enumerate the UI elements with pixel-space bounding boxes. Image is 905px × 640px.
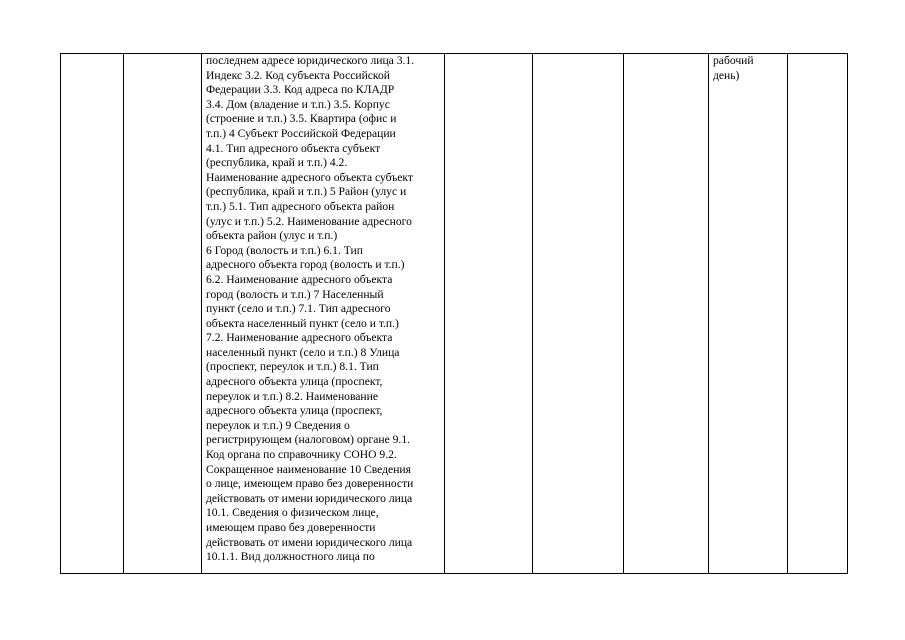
address-text-line: 4.1. Тип адресного объекта субъект (206, 141, 381, 155)
address-text-line: действовать от имени юридического лица (206, 535, 413, 549)
address-text-line: Наименование адресного объекта субъект (206, 170, 413, 184)
address-text-line: действовать от имени юридического лица (206, 491, 413, 505)
address-text-line: имеющем право без доверенности (206, 521, 376, 534)
address-text-line: переулок и т.п.) 9 Сведения о (206, 418, 350, 432)
address-text-line: 3.4. Дом (владение и т.п.) 3.5. Корпус (206, 97, 390, 111)
address-text-line: т.п.) 4 Субъект Российской Федерации (206, 126, 396, 140)
address-description-text (202, 54, 444, 565)
address-text-line: о лице, имеющем право без доверенности (206, 477, 414, 491)
address-text-line: 7.2. Наименование адресного объекта (206, 331, 393, 345)
address-text-line: адресного объекта улица (проспект, (206, 375, 383, 389)
address-text-line: 6.2. Наименование адресного объекта (206, 272, 393, 286)
address-text-line: регистрирующем (налоговом) органе 9.1. (206, 433, 411, 447)
table-cell-address-description (202, 54, 445, 574)
address-text-line: объекта район (улус и т.п.) (206, 229, 338, 243)
address-text-line: Федерации 3.3. Код адреса по КЛАДР (206, 83, 395, 97)
address-text-line: т.п.) 5.1. Тип адресного объекта район (206, 199, 395, 213)
document-table (60, 53, 848, 574)
address-text-line: Код органа по справочнику СОНО 9.2. (206, 448, 397, 462)
address-text-line: пункт (село и т.п.) 7.1. Тип адресного (206, 302, 391, 316)
address-text-line: последнем адресе юридического лица 3.1. (206, 54, 415, 67)
address-text-line: Сокращенное наименование 10 Сведения (206, 462, 411, 476)
address-text-line: (республика, край и т.п.) 4.2. (206, 156, 348, 170)
table-cell-col4 (445, 54, 533, 574)
address-text-line: (проспект, переулок и т.п.) 8.1. Тип (206, 360, 379, 374)
table-cell-term (709, 54, 788, 574)
address-text-line: адресного объекта город (волость и т.п.) (206, 258, 405, 272)
address-text-line: объекта населенный пункт (село и т.п.) (206, 316, 399, 330)
table-cell-col8 (788, 54, 848, 574)
address-text-line: Индекс 3.2. Код субъекта Российской (206, 68, 390, 82)
table-cell-col1 (61, 54, 124, 574)
address-text-line: 6 Город (волость и т.п.) 6.1. Тип (206, 243, 363, 257)
address-text-line: адресного объекта улица (проспект, (206, 404, 383, 418)
term-text (709, 54, 787, 83)
address-text-line: населенный пункт (село и т.п.) 8 Улица (206, 345, 400, 359)
address-text-line: (улус и т.п.) 5.2. Наименование адресного (206, 214, 412, 228)
address-text-line: (республика, край и т.п.) 5 Район (улус и (206, 185, 407, 199)
term-text-line: рабочий (713, 54, 754, 67)
table-cell-col2 (124, 54, 202, 574)
table-cell-col5 (533, 54, 624, 574)
table-row (61, 54, 848, 574)
address-text-line: город (волость и т.п.) 7 Населенный (206, 287, 384, 301)
term-text-line: день) (713, 68, 740, 82)
table-cell-col6 (624, 54, 709, 574)
address-text-line: (строение и т.п.) 3.5. Квартира (офис и (206, 112, 397, 126)
address-text-line: 10.1. Сведения о физическом лице, (206, 506, 379, 520)
address-text-line: 10.1.1. Вид должностного лица по (206, 550, 375, 564)
address-text-line: переулок и т.п.) 8.2. Наименование (206, 389, 378, 403)
